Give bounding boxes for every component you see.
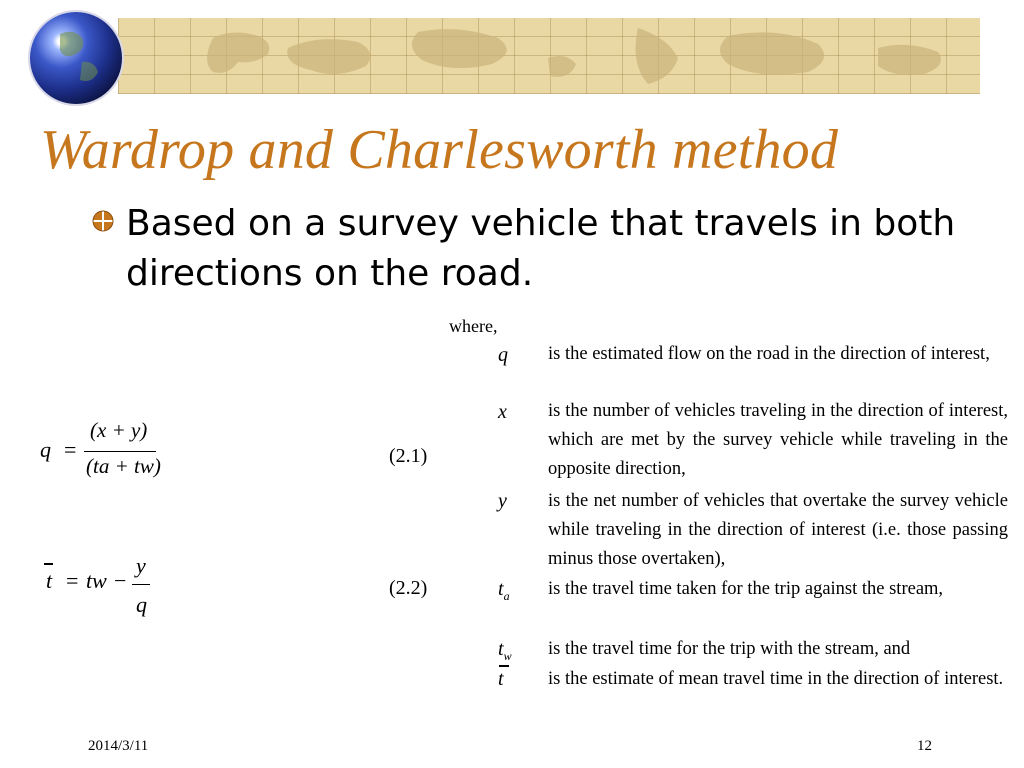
eq2-minus: −	[114, 568, 127, 593]
eq2-frac-num: y	[136, 553, 146, 578]
world-map-decoration	[118, 18, 980, 94]
def-symbol-t: t	[498, 668, 504, 690]
eq2-equals: =	[66, 568, 79, 593]
globe-icon	[30, 12, 122, 104]
def-symbol-x: x	[498, 401, 507, 423]
slide-title: Wardrop and Charlesworth method	[40, 119, 839, 181]
eq1-denominator: (ta + tw)	[86, 454, 161, 478]
eq2-label: (2.2)	[389, 577, 428, 599]
header-banner	[118, 18, 980, 94]
eq1-label: (2.1)	[389, 445, 428, 467]
def-text-t: is the estimate of mean travel time in the direction of interest.	[548, 669, 1004, 689]
eq2-overbar	[44, 563, 53, 565]
def-text-x: is the number of vehicles traveling in the direction of interest, which are met by the survey vehicle while traveling in the opposite direction,	[548, 401, 1008, 479]
def-text-q: is the estimated flow on the road in the direction of interest,	[548, 344, 990, 364]
eq1-equals: =	[64, 437, 77, 462]
def-text-tw: is the travel time for the trip with the stream, and	[548, 639, 911, 659]
def-text-ta: is the travel time taken for the trip against the stream,	[548, 579, 944, 599]
page-number: 12	[917, 738, 932, 754]
eq2-fraction-bar	[132, 584, 150, 585]
eq1-numerator: (x + y)	[90, 418, 148, 442]
def-text-y: is the net number of vehicles that overtake the survey vehicle while traveling in the direction of interest (i.e. those passing minus those overtaken),	[548, 491, 1008, 569]
eq2-lhs: t	[46, 568, 53, 593]
where-label: where,	[449, 316, 498, 336]
eq2-frac-den: q	[136, 592, 147, 617]
def-t-overbar	[499, 665, 509, 667]
def-symbol-q: q	[498, 344, 508, 366]
bullet-icon	[92, 210, 114, 232]
eq1-fraction-bar	[84, 451, 156, 452]
footer-date: 2014/3/11	[88, 738, 149, 754]
eq2-rhs: tw	[86, 568, 107, 593]
def-symbol-tw: $t_w$	[498, 638, 512, 663]
def-symbol-y: y	[498, 490, 507, 512]
eq1-lhs: q	[40, 437, 51, 462]
bullet-text: Based on a survey vehicle that travels in both directions on the road.	[126, 203, 956, 294]
def-symbol-ta: $t_a$	[498, 578, 510, 603]
